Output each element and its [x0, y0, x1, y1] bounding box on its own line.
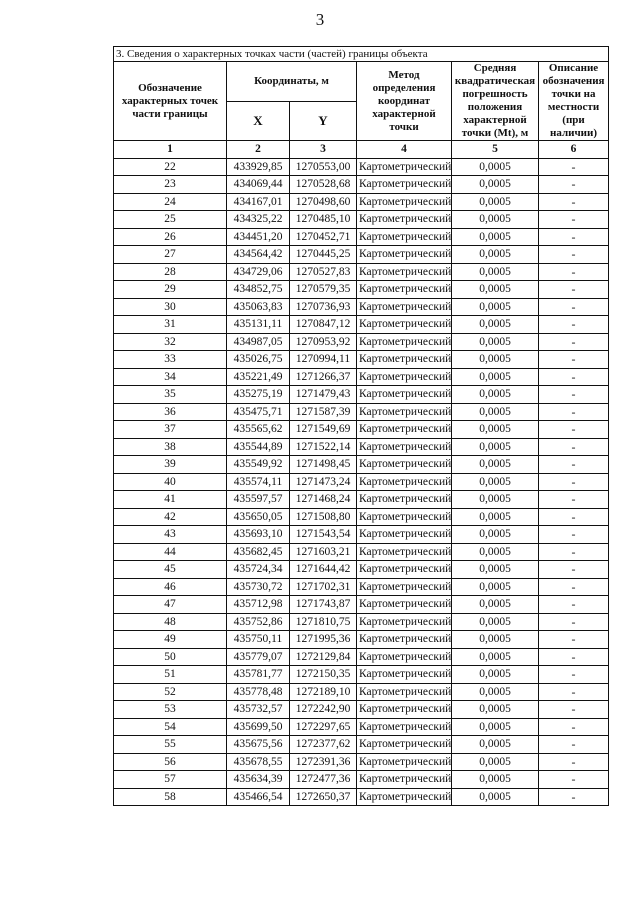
coordinate-y-cell: 1270953,92 [290, 333, 357, 351]
coordinate-x-cell: 435565,62 [227, 421, 290, 439]
method-cell: Картометрический [357, 351, 452, 369]
method-cell: Картометрический [357, 648, 452, 666]
point-id-cell: 49 [114, 631, 227, 649]
point-id-cell: 28 [114, 263, 227, 281]
coordinate-x-cell: 435475,71 [227, 403, 290, 421]
coordinate-y-cell: 1271743,87 [290, 596, 357, 614]
table-row [114, 281, 609, 299]
coordinate-x-cell: 434069,44 [227, 176, 290, 194]
description-cell: - [539, 526, 609, 544]
point-id-cell: 52 [114, 683, 227, 701]
coordinate-y-cell: 1272391,36 [290, 753, 357, 771]
coordinate-y-cell: 1271810,75 [290, 613, 357, 631]
coordinate-x-cell: 434167,01 [227, 193, 290, 211]
coordinate-y-cell: 1271702,31 [290, 578, 357, 596]
coordinate-y-cell: 1270528,68 [290, 176, 357, 194]
point-id-cell: 31 [114, 316, 227, 334]
coordinate-x-cell: 435675,56 [227, 736, 290, 754]
table-row [114, 771, 609, 789]
accuracy-cell: 0,0005 [452, 193, 539, 211]
method-cell: Картометрический [357, 421, 452, 439]
table-row [114, 736, 609, 754]
column-number: 1 [114, 141, 227, 159]
table-row [114, 543, 609, 561]
point-id-cell: 35 [114, 386, 227, 404]
method-cell: Картометрический [357, 246, 452, 264]
coordinate-x-cell: 435634,39 [227, 771, 290, 789]
coordinate-x-cell: 435063,83 [227, 298, 290, 316]
coordinate-x-cell: 435778,48 [227, 683, 290, 701]
coordinate-x-cell: 435650,05 [227, 508, 290, 526]
coordinate-y-cell: 1272150,35 [290, 666, 357, 684]
coordinate-x-cell: 435730,72 [227, 578, 290, 596]
table-row [114, 613, 609, 631]
method-cell: Картометрический [357, 596, 452, 614]
coordinate-y-cell: 1271543,54 [290, 526, 357, 544]
coordinate-y-cell: 1270527,83 [290, 263, 357, 281]
description-cell: - [539, 683, 609, 701]
point-id-cell: 39 [114, 456, 227, 474]
description-cell: - [539, 543, 609, 561]
description-cell: - [539, 648, 609, 666]
accuracy-cell: 0,0005 [452, 666, 539, 684]
coordinate-y-cell: 1271266,37 [290, 368, 357, 386]
point-id-cell: 47 [114, 596, 227, 614]
accuracy-cell: 0,0005 [452, 421, 539, 439]
table-row [114, 211, 609, 229]
accuracy-cell: 0,0005 [452, 263, 539, 281]
coordinate-x-cell: 435221,49 [227, 368, 290, 386]
description-cell: - [539, 508, 609, 526]
description-cell: - [539, 438, 609, 456]
coordinate-y-cell: 1270498,60 [290, 193, 357, 211]
point-id-cell: 27 [114, 246, 227, 264]
point-id-cell: 30 [114, 298, 227, 316]
table-row [114, 753, 609, 771]
column-number: 6 [539, 141, 609, 159]
method-cell: Картометрический [357, 491, 452, 509]
coordinate-x-cell: 434987,05 [227, 333, 290, 351]
accuracy-cell: 0,0005 [452, 438, 539, 456]
point-id-cell: 24 [114, 193, 227, 211]
coordinate-y-cell: 1270579,35 [290, 281, 357, 299]
table-row [114, 666, 609, 684]
page-number: 3 [315, 10, 325, 29]
point-id-cell: 54 [114, 718, 227, 736]
coordinate-y-cell: 1271498,45 [290, 456, 357, 474]
method-cell: Картометрический [357, 683, 452, 701]
table-row [114, 788, 609, 806]
column-number-row [114, 141, 609, 159]
accuracy-cell: 0,0005 [452, 771, 539, 789]
accuracy-cell: 0,0005 [452, 613, 539, 631]
coordinate-y-cell: 1272377,62 [290, 736, 357, 754]
coordinate-x-cell: 435712,98 [227, 596, 290, 614]
coordinate-y-cell: 1272189,10 [290, 683, 357, 701]
table-row [114, 648, 609, 666]
point-id-cell: 57 [114, 771, 227, 789]
method-cell: Картометрический [357, 561, 452, 579]
description-cell: - [539, 263, 609, 281]
method-cell: Картометрический [357, 631, 452, 649]
accuracy-cell: 0,0005 [452, 403, 539, 421]
table-row [114, 631, 609, 649]
table-row [114, 701, 609, 719]
accuracy-cell: 0,0005 [452, 176, 539, 194]
header-coordinates: Координаты, м [227, 62, 357, 102]
points-table [113, 46, 609, 806]
accuracy-cell: 0,0005 [452, 491, 539, 509]
method-cell: Картометрический [357, 298, 452, 316]
coordinate-x-cell: 435597,57 [227, 491, 290, 509]
table-row [114, 158, 609, 176]
point-id-cell: 40 [114, 473, 227, 491]
coordinate-y-cell: 1271473,24 [290, 473, 357, 491]
coordinate-y-cell: 1271995,36 [290, 631, 357, 649]
accuracy-cell: 0,0005 [452, 368, 539, 386]
coordinate-y-cell: 1270452,71 [290, 228, 357, 246]
method-cell: Картометрический [357, 788, 452, 806]
accuracy-cell: 0,0005 [452, 333, 539, 351]
table-row [114, 596, 609, 614]
point-id-cell: 56 [114, 753, 227, 771]
accuracy-cell: 0,0005 [452, 456, 539, 474]
table-row [114, 456, 609, 474]
coordinate-x-cell: 435750,11 [227, 631, 290, 649]
table-row [114, 351, 609, 369]
accuracy-cell: 0,0005 [452, 596, 539, 614]
point-id-cell: 23 [114, 176, 227, 194]
method-cell: Картометрический [357, 403, 452, 421]
point-id-cell: 42 [114, 508, 227, 526]
method-cell: Картометрический [357, 701, 452, 719]
coordinate-y-cell: 1271644,42 [290, 561, 357, 579]
coordinate-y-cell: 1270847,12 [290, 316, 357, 334]
accuracy-cell: 0,0005 [452, 508, 539, 526]
coordinate-x-cell: 435732,57 [227, 701, 290, 719]
coordinate-y-cell: 1270553,00 [290, 158, 357, 176]
point-id-cell: 53 [114, 701, 227, 719]
description-cell: - [539, 578, 609, 596]
method-cell: Картометрический [357, 176, 452, 194]
accuracy-cell: 0,0005 [452, 351, 539, 369]
description-cell: - [539, 596, 609, 614]
description-cell: - [539, 456, 609, 474]
header-accuracy: Средняя квадратическая погрешность положения характерной точки (Mt), м [452, 62, 539, 141]
description-cell: - [539, 666, 609, 684]
description-cell: - [539, 193, 609, 211]
point-id-cell: 36 [114, 403, 227, 421]
accuracy-cell: 0,0005 [452, 543, 539, 561]
coordinate-x-cell: 435682,45 [227, 543, 290, 561]
accuracy-cell: 0,0005 [452, 701, 539, 719]
description-cell: - [539, 403, 609, 421]
coordinate-y-cell: 1271549,69 [290, 421, 357, 439]
description-cell: - [539, 176, 609, 194]
table-row [114, 246, 609, 264]
accuracy-cell: 0,0005 [452, 736, 539, 754]
method-cell: Картометрический [357, 578, 452, 596]
coordinate-x-cell: 434451,20 [227, 228, 290, 246]
coordinate-x-cell: 435466,54 [227, 788, 290, 806]
point-id-cell: 41 [114, 491, 227, 509]
description-cell: - [539, 788, 609, 806]
table-row [114, 561, 609, 579]
coordinate-y-cell: 1272242,90 [290, 701, 357, 719]
table-row [114, 578, 609, 596]
method-cell: Картометрический [357, 456, 452, 474]
table-row [114, 508, 609, 526]
section-title-row [114, 47, 609, 62]
description-cell: - [539, 158, 609, 176]
accuracy-cell: 0,0005 [452, 753, 539, 771]
method-cell: Картометрический [357, 718, 452, 736]
table-row [114, 491, 609, 509]
coordinate-x-cell: 435779,07 [227, 648, 290, 666]
accuracy-cell: 0,0005 [452, 298, 539, 316]
coordinate-x-cell: 435693,10 [227, 526, 290, 544]
point-id-cell: 29 [114, 281, 227, 299]
coordinate-x-cell: 435131,11 [227, 316, 290, 334]
method-cell: Картометрический [357, 228, 452, 246]
description-cell: - [539, 701, 609, 719]
accuracy-cell: 0,0005 [452, 473, 539, 491]
accuracy-cell: 0,0005 [452, 648, 539, 666]
coordinate-y-cell: 1271479,43 [290, 386, 357, 404]
method-cell: Картометрический [357, 543, 452, 561]
accuracy-cell: 0,0005 [452, 281, 539, 299]
header-row [114, 62, 609, 102]
point-id-cell: 22 [114, 158, 227, 176]
point-id-cell: 50 [114, 648, 227, 666]
point-id-cell: 44 [114, 543, 227, 561]
coordinate-y-cell: 1271603,21 [290, 543, 357, 561]
method-cell: Картометрический [357, 736, 452, 754]
table-row [114, 526, 609, 544]
header-x: X [227, 101, 290, 141]
point-id-cell: 37 [114, 421, 227, 439]
description-cell: - [539, 281, 609, 299]
coordinate-y-cell: 1272297,65 [290, 718, 357, 736]
table-row [114, 263, 609, 281]
column-number: 5 [452, 141, 539, 159]
point-id-cell: 38 [114, 438, 227, 456]
accuracy-cell: 0,0005 [452, 246, 539, 264]
coordinate-x-cell: 435544,89 [227, 438, 290, 456]
table-row [114, 176, 609, 194]
table-row [114, 386, 609, 404]
method-cell: Картометрический [357, 753, 452, 771]
description-cell: - [539, 316, 609, 334]
table-row [114, 718, 609, 736]
method-cell: Картометрический [357, 263, 452, 281]
coordinate-y-cell: 1270736,93 [290, 298, 357, 316]
method-cell: Картометрический [357, 368, 452, 386]
description-cell: - [539, 351, 609, 369]
accuracy-cell: 0,0005 [452, 386, 539, 404]
method-cell: Картометрический [357, 508, 452, 526]
header-point-designation: Обозначение характерных точек части границы [114, 62, 227, 141]
point-id-cell: 46 [114, 578, 227, 596]
table-row [114, 368, 609, 386]
point-id-cell: 55 [114, 736, 227, 754]
coordinate-x-cell: 435699,50 [227, 718, 290, 736]
coordinate-y-cell: 1272477,36 [290, 771, 357, 789]
point-id-cell: 45 [114, 561, 227, 579]
coordinate-x-cell: 434729,06 [227, 263, 290, 281]
coordinate-x-cell: 435781,77 [227, 666, 290, 684]
table-row [114, 403, 609, 421]
point-id-cell: 33 [114, 351, 227, 369]
accuracy-cell: 0,0005 [452, 211, 539, 229]
point-id-cell: 51 [114, 666, 227, 684]
coordinate-x-cell: 434852,75 [227, 281, 290, 299]
table-row [114, 193, 609, 211]
description-cell: - [539, 298, 609, 316]
description-cell: - [539, 771, 609, 789]
header-method: Метод определения координат характерной точки [357, 62, 452, 141]
coordinate-y-cell: 1271587,39 [290, 403, 357, 421]
coordinate-x-cell: 434325,22 [227, 211, 290, 229]
accuracy-cell: 0,0005 [452, 561, 539, 579]
point-id-cell: 48 [114, 613, 227, 631]
coordinate-x-cell: 435026,75 [227, 351, 290, 369]
coordinate-x-cell: 435549,92 [227, 456, 290, 474]
column-number: 2 [227, 141, 290, 159]
point-id-cell: 43 [114, 526, 227, 544]
method-cell: Картометрический [357, 193, 452, 211]
accuracy-cell: 0,0005 [452, 158, 539, 176]
table-row [114, 298, 609, 316]
description-cell: - [539, 386, 609, 404]
accuracy-cell: 0,0005 [452, 788, 539, 806]
coordinate-x-cell: 434564,42 [227, 246, 290, 264]
table-row [114, 438, 609, 456]
table-row [114, 333, 609, 351]
column-number: 3 [290, 141, 357, 159]
method-cell: Картометрический [357, 771, 452, 789]
point-id-cell: 26 [114, 228, 227, 246]
description-cell: - [539, 421, 609, 439]
description-cell: - [539, 718, 609, 736]
description-cell: - [539, 333, 609, 351]
description-cell: - [539, 631, 609, 649]
table-row [114, 316, 609, 334]
description-cell: - [539, 613, 609, 631]
coordinate-y-cell: 1270445,25 [290, 246, 357, 264]
coordinate-y-cell: 1270994,11 [290, 351, 357, 369]
point-id-cell: 25 [114, 211, 227, 229]
method-cell: Картометрический [357, 473, 452, 491]
accuracy-cell: 0,0005 [452, 631, 539, 649]
column-number: 4 [357, 141, 452, 159]
method-cell: Картометрический [357, 386, 452, 404]
method-cell: Картометрический [357, 158, 452, 176]
accuracy-cell: 0,0005 [452, 316, 539, 334]
coordinate-y-cell: 1270485,10 [290, 211, 357, 229]
accuracy-cell: 0,0005 [452, 228, 539, 246]
accuracy-cell: 0,0005 [452, 526, 539, 544]
coordinate-y-cell: 1271508,80 [290, 508, 357, 526]
table-row [114, 421, 609, 439]
description-cell: - [539, 736, 609, 754]
method-cell: Картометрический [357, 316, 452, 334]
table-row [114, 473, 609, 491]
description-cell: - [539, 491, 609, 509]
header-description: Описание обозначения точки на местности (при наличии) [539, 62, 609, 141]
method-cell: Картометрический [357, 281, 452, 299]
accuracy-cell: 0,0005 [452, 718, 539, 736]
point-id-cell: 58 [114, 788, 227, 806]
description-cell: - [539, 368, 609, 386]
accuracy-cell: 0,0005 [452, 683, 539, 701]
accuracy-cell: 0,0005 [452, 578, 539, 596]
description-cell: - [539, 753, 609, 771]
point-id-cell: 32 [114, 333, 227, 351]
coordinate-x-cell: 435275,19 [227, 386, 290, 404]
coordinate-y-cell: 1272650,37 [290, 788, 357, 806]
coordinate-x-cell: 435678,55 [227, 753, 290, 771]
coordinate-y-cell: 1272129,84 [290, 648, 357, 666]
description-cell: - [539, 561, 609, 579]
coordinate-x-cell: 435752,86 [227, 613, 290, 631]
section-title: 3. Сведения о характерных точках части (частей) границы объекта [114, 47, 609, 62]
table-row [114, 228, 609, 246]
method-cell: Картометрический [357, 526, 452, 544]
method-cell: Картометрический [357, 438, 452, 456]
coordinate-x-cell: 435724,34 [227, 561, 290, 579]
coordinate-x-cell: 433929,85 [227, 158, 290, 176]
description-cell: - [539, 211, 609, 229]
description-cell: - [539, 473, 609, 491]
coordinate-y-cell: 1271468,24 [290, 491, 357, 509]
description-cell: - [539, 228, 609, 246]
method-cell: Картометрический [357, 333, 452, 351]
method-cell: Картометрический [357, 211, 452, 229]
method-cell: Картометрический [357, 613, 452, 631]
method-cell: Картометрический [357, 666, 452, 684]
header-y: Y [290, 101, 357, 141]
point-id-cell: 34 [114, 368, 227, 386]
coordinate-x-cell: 435574,11 [227, 473, 290, 491]
description-cell: - [539, 246, 609, 264]
coordinate-y-cell: 1271522,14 [290, 438, 357, 456]
table-row [114, 683, 609, 701]
